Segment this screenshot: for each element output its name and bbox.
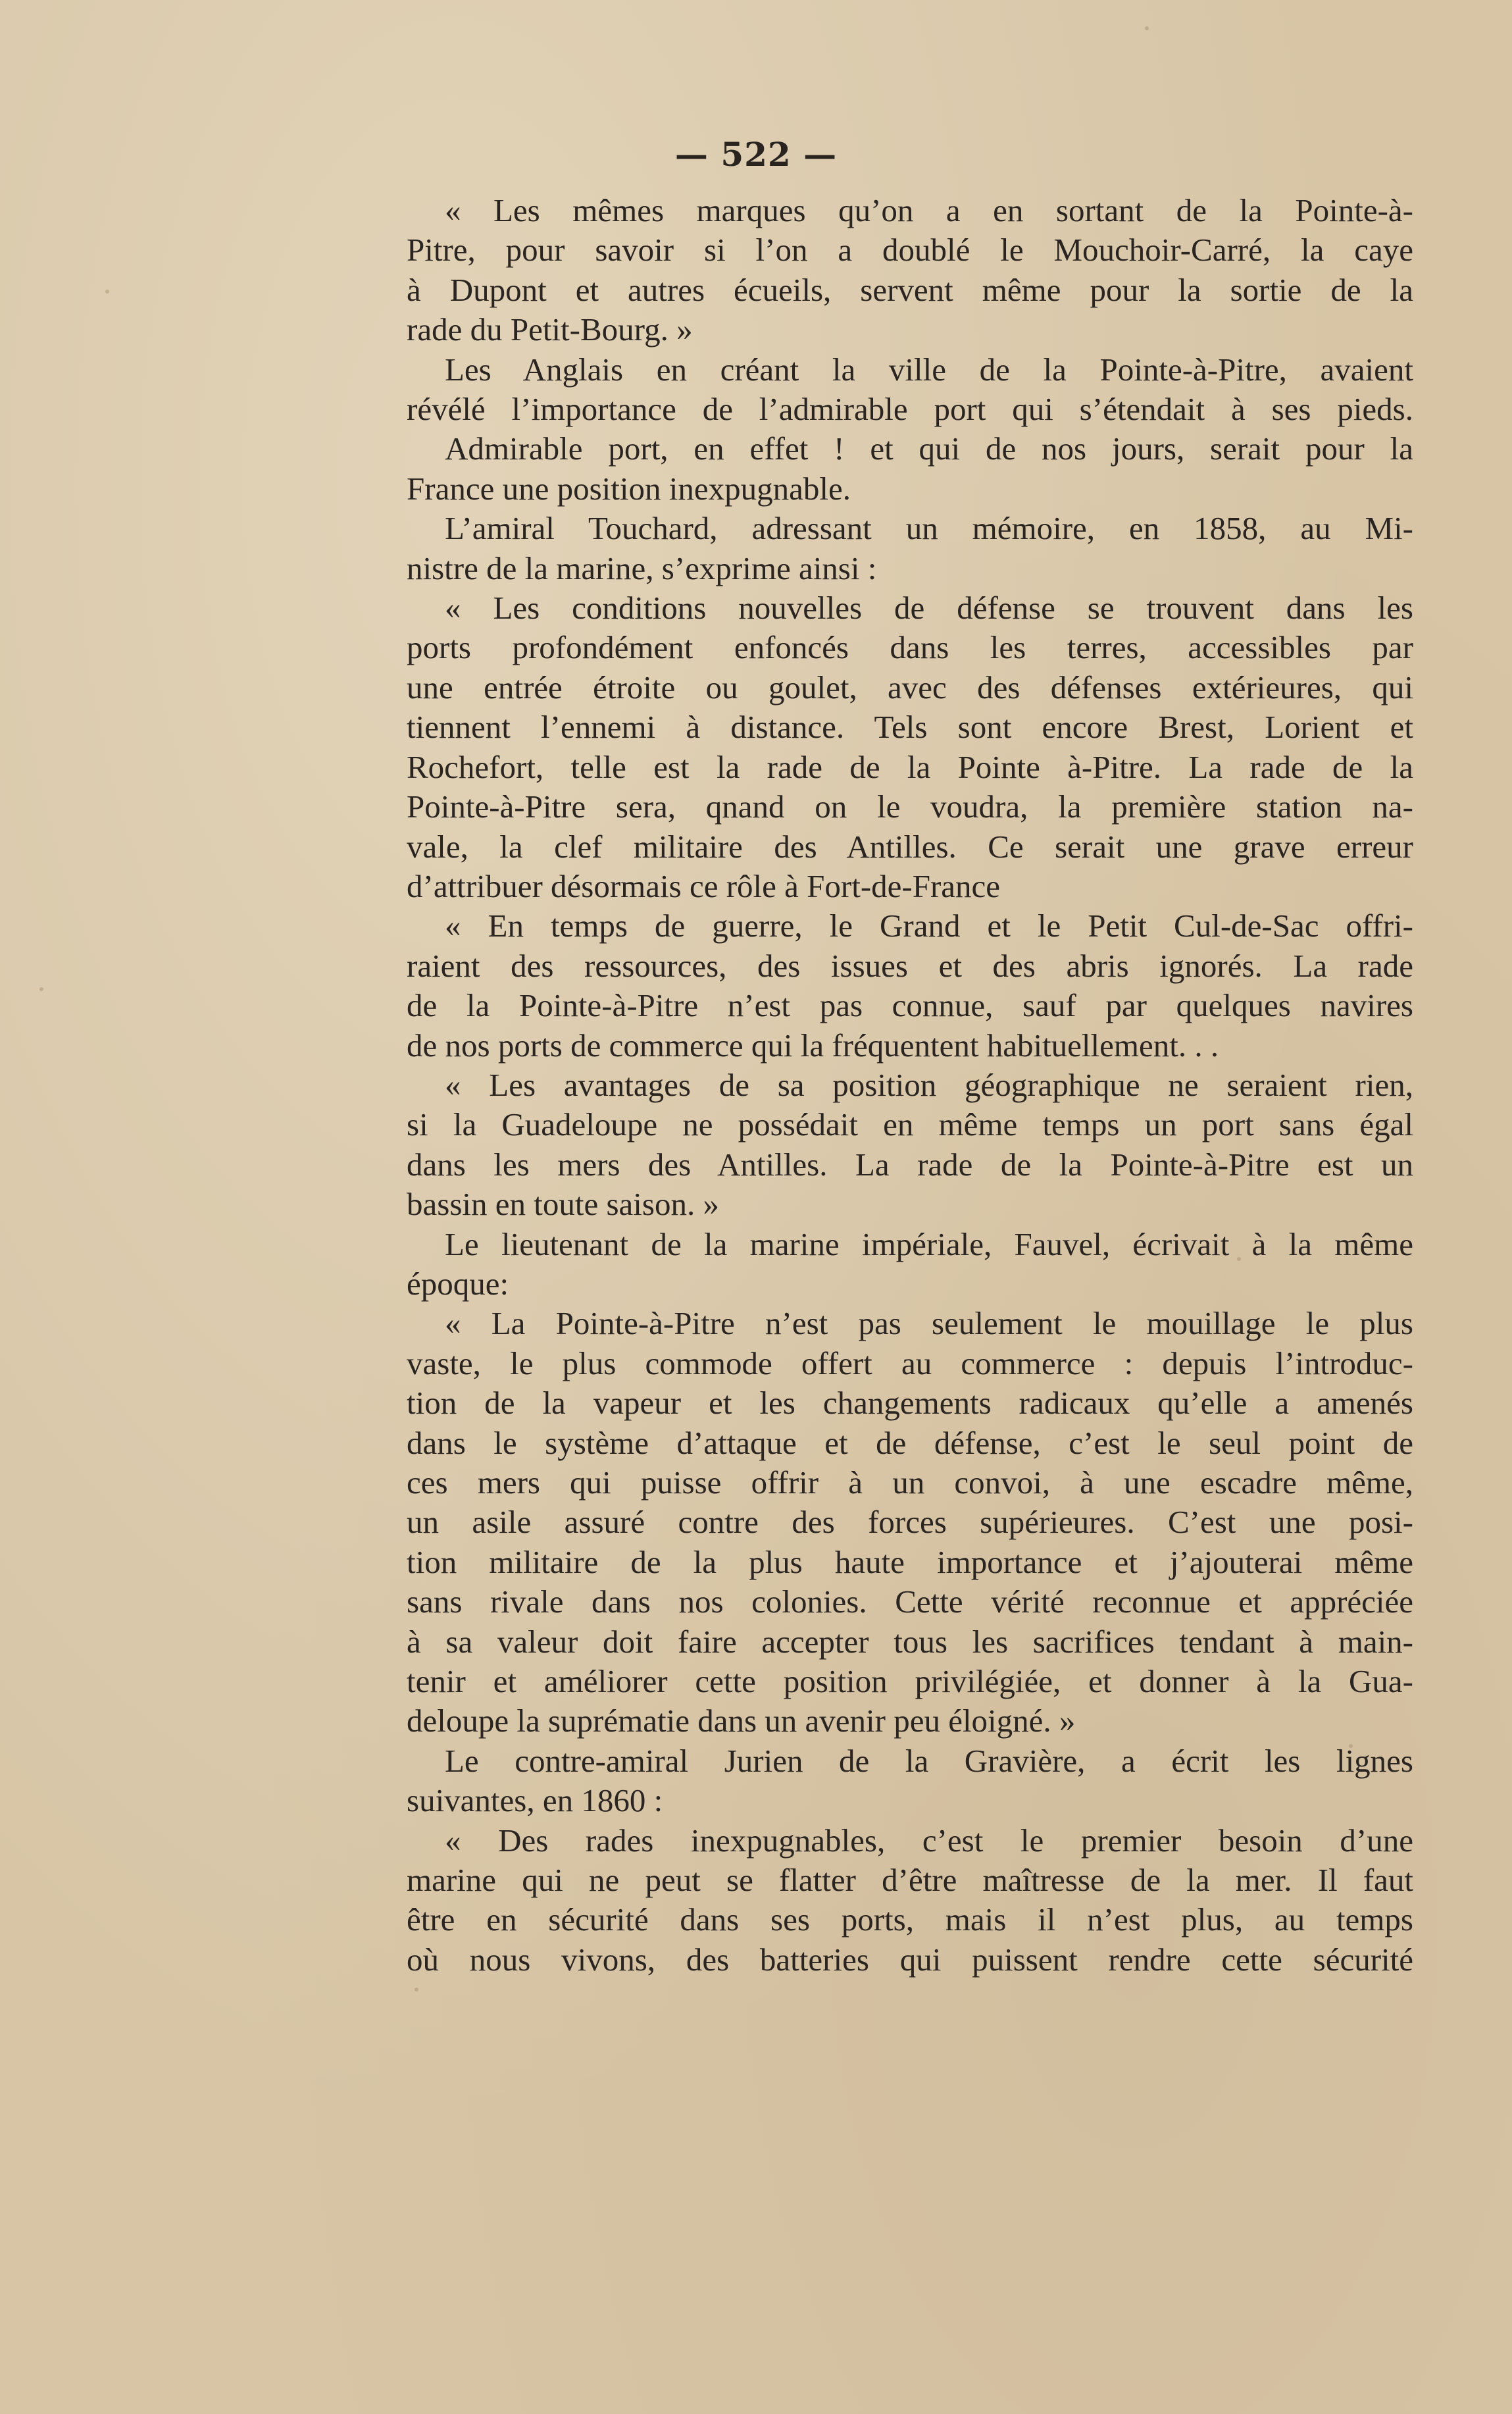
text-line: Admirable port, en effet ! et qui de nos jours, serait pour la	[445, 430, 1413, 467]
text-line: Rochefort, telle est la rade de la Pointe à-Pitre. La rade de la	[407, 748, 1413, 785]
paper-speck	[415, 1988, 418, 1991]
text-line: raient des ressources, des issues et des abris ignorés. La rade	[407, 947, 1413, 984]
text-line: « Les mêmes marques qu’on a en sortant de la Pointe-à-	[445, 192, 1413, 228]
text-line: tion militaire de la plus haute importance et j’ajouterai même	[407, 1543, 1413, 1580]
text-line: ports profondément enfoncés dans les terres, accessibles par	[407, 629, 1413, 666]
text-line: un asile assuré contre des forces supérieures. C’est une posi-	[407, 1504, 1413, 1541]
text-line: bassin en toute saison. »	[407, 1186, 719, 1223]
text-line: Les Anglais en créant la ville de la Pointe-à-Pitre, avaient	[445, 351, 1413, 388]
text-line: L’amiral Touchard, adressant un mémoire, en 1858, au Mi-	[445, 510, 1413, 547]
text-line: rade du Petit-Bourg. »	[407, 311, 693, 348]
text-line: révélé l’importance de l’admirable port qui s’étendait à ses pieds.	[407, 391, 1413, 428]
text-line: ces mers qui puisse offrir à un convoi, à une escadre même,	[407, 1464, 1413, 1501]
text-line: « Des rades inexpugnables, c’est le premier besoin d’une	[445, 1822, 1413, 1859]
text-line: « La Pointe-à-Pitre n’est pas seulement le mouillage le plus	[445, 1305, 1413, 1342]
text-line: « En temps de guerre, le Grand et le Petit Cul-de-Sac offri-	[445, 908, 1413, 944]
text-line: à sa valeur doit faire accepter tous les sacrifices tendant à main-	[407, 1623, 1413, 1660]
paper-speck	[39, 987, 43, 991]
text-line: si la Guadeloupe ne possédait en même temps un port sans égal	[407, 1106, 1413, 1143]
text-line: tiennent l’ennemi à distance. Tels sont encore Brest, Lorient et	[407, 709, 1413, 746]
text-line: dans le système d’attaque et de défense, c’est le seul point de	[407, 1424, 1413, 1461]
body-text	[407, 191, 1413, 1980]
text-line: vale, la clef militaire des Antilles. Ce serait une grave erreur	[407, 828, 1413, 865]
paper-speck	[105, 290, 109, 294]
text-line: « Les avantages de sa position géographique ne seraient rien,	[445, 1066, 1413, 1103]
text-line: Le contre-amiral Jurien de la Gravière, a écrit les lignes	[445, 1742, 1413, 1779]
text-line: France une position inexpugnable.	[407, 470, 851, 507]
text-line: une entrée étroite ou goulet, avec des défenses extérieures, qui	[407, 669, 1413, 706]
text-line: à Dupont et autres écueils, servent même pour la sortie de la	[407, 271, 1413, 308]
text-line: deloupe la suprématie dans un avenir peu éloigné. »	[407, 1703, 1076, 1739]
text-line: Pointe-à-Pitre sera, qnand on le voudra, la première station na-	[407, 788, 1413, 825]
text-line: de nos ports de commerce qui la fréquentent habituellement. . .	[407, 1027, 1219, 1064]
text-line: être en sécurité dans ses ports, mais il n’est plus, au temps	[407, 1901, 1413, 1938]
text-line: dans les mers des Antilles. La rade de la Pointe-à-Pitre est un	[407, 1146, 1413, 1183]
text-line: époque:	[407, 1265, 509, 1302]
text-line: nistre de la marine, s’exprime ainsi :	[407, 550, 877, 586]
paper-speck	[1145, 26, 1149, 30]
text-line: sans rivale dans nos colonies. Cette vérité reconnue et appréciée	[407, 1583, 1413, 1620]
text-line: vaste, le plus commode offert au commerce : depuis l’introduc-	[407, 1345, 1413, 1381]
text-line: suivantes, en 1860 :	[407, 1782, 663, 1819]
text-line: « Les conditions nouvelles de défense se trouvent dans les	[445, 590, 1413, 627]
text-line: marine qui ne peut se flatter d’être maîtresse de la mer. Il faut	[407, 1862, 1413, 1899]
text-line: où nous vivons, des batteries qui puissent rendre cette sécurité	[407, 1941, 1413, 1978]
text-line: tenir et améliorer cette position privilégiée, et donner à la Gua-	[407, 1663, 1413, 1700]
text-line: d’attribuer désormais ce rôle à Fort-de-France	[407, 867, 1001, 904]
text-line: Le lieutenant de la marine impériale, Fauvel, écrivait à la même	[445, 1225, 1413, 1262]
text-line: tion de la vapeur et les changements radicaux qu’elle a amenés	[407, 1385, 1413, 1422]
text-line: Pitre, pour savoir si l’on a doublé le Mouchoir-Carré, la caye	[407, 232, 1413, 269]
text-line: de la Pointe-à-Pitre n’est pas connue, sauf par quelques navires	[407, 987, 1413, 1024]
page-number: — 522 —	[674, 135, 838, 174]
